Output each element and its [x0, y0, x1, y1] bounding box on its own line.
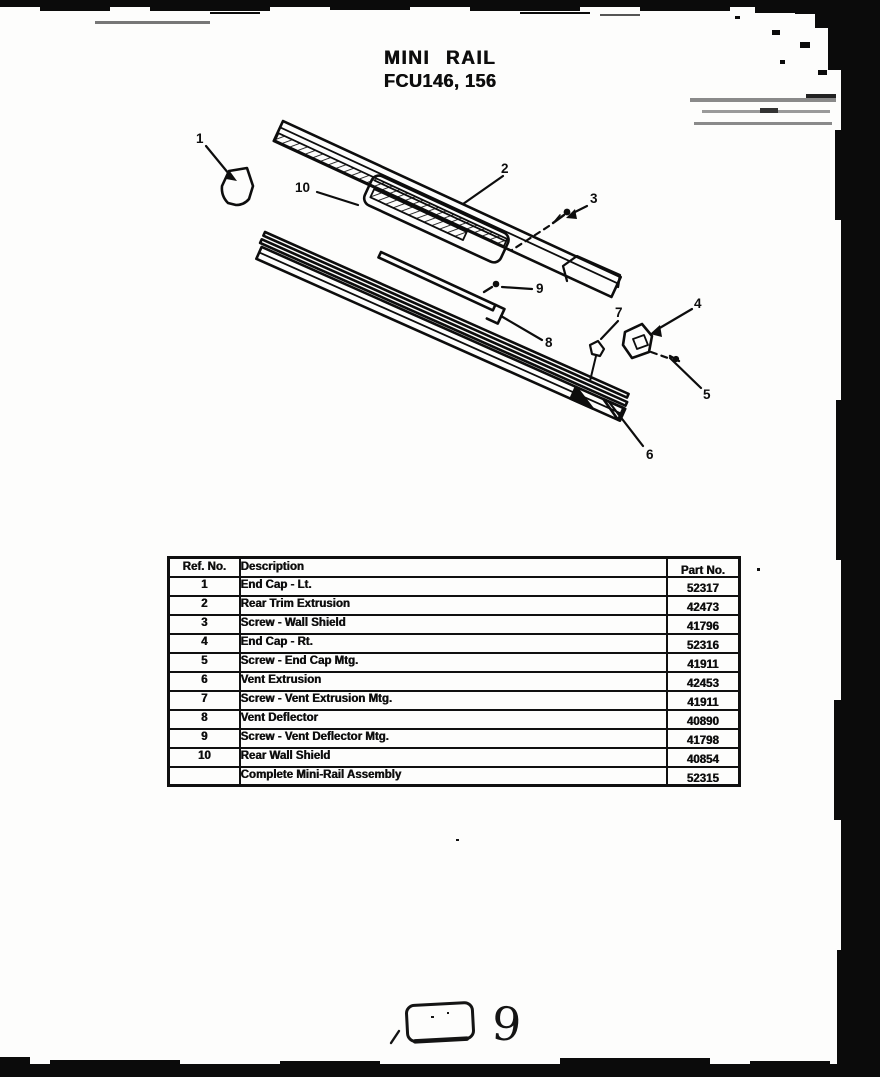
cell-description: Screw - Vent Extrusion Mtg.	[240, 691, 667, 710]
callout-2: 2	[501, 161, 509, 176]
scan-artifact-right-band	[690, 0, 880, 1077]
callout-3: 3	[590, 191, 598, 206]
cell-description: End Cap - Rt.	[240, 634, 667, 653]
parts-table-body	[169, 577, 740, 786]
table-row	[169, 672, 740, 691]
cell-ref-no	[169, 767, 240, 786]
table-row	[169, 691, 740, 710]
cell-ref-no: 6	[169, 672, 240, 691]
table-row	[169, 729, 740, 748]
callout-8: 8	[545, 335, 553, 350]
table-row	[169, 653, 740, 672]
callout-4: 4	[694, 296, 702, 311]
table-row	[169, 596, 740, 615]
cell-description: Screw - Vent Deflector Mtg.	[240, 729, 667, 748]
cell-part-no: 42473	[667, 596, 740, 615]
cell-description: Screw - Wall Shield	[240, 615, 667, 634]
callout-9: 9	[536, 281, 544, 296]
table-row	[169, 615, 740, 634]
cell-description: Rear Trim Extrusion	[240, 596, 667, 615]
parts-table	[167, 556, 741, 787]
cell-part-no: 40890	[667, 710, 740, 729]
table-row	[169, 710, 740, 729]
callout-10: 10	[295, 180, 311, 195]
cell-part-no: 52317	[667, 577, 740, 596]
end-cap-right-part	[623, 324, 652, 358]
vent-extrusion-part	[254, 232, 632, 421]
screw-icons	[484, 209, 679, 363]
callout-6: 6	[646, 447, 654, 462]
cell-part-no: 41798	[667, 729, 740, 748]
end-cap-left-part	[222, 168, 253, 205]
handwritten-page-number: 9	[490, 996, 524, 1052]
cell-ref-no: 1	[169, 577, 240, 596]
scan-artifact-top-band	[0, 0, 880, 24]
page-title: MINI RAIL	[383, 48, 497, 69]
cell-part-no: 42453	[667, 672, 740, 691]
screw-wall-shield-icon	[553, 209, 570, 223]
column-header-ref: Ref. No.	[169, 558, 240, 577]
scan-artifact-bottom-band	[0, 1057, 880, 1077]
table-header-row	[169, 558, 740, 577]
cell-description: Complete Mini-Rail Assembly	[240, 767, 667, 786]
cell-part-no: 41911	[667, 691, 740, 710]
stamp-outline	[391, 1002, 474, 1043]
screw-vent-deflector-icon	[484, 281, 499, 292]
cell-ref-no: 8	[169, 710, 240, 729]
callout-numbers	[196, 131, 711, 462]
cell-part-no: 40854	[667, 748, 740, 767]
table-row	[169, 634, 740, 653]
rear-trim-extrusion-part	[274, 121, 621, 297]
cell-ref-no: 3	[169, 615, 240, 634]
cell-ref-no: 4	[169, 634, 240, 653]
cell-description: Rear Wall Shield	[240, 748, 667, 767]
cell-part-no: 41796	[667, 615, 740, 634]
callout-5: 5	[703, 387, 711, 402]
cell-ref-no: 9	[169, 729, 240, 748]
cell-part-no: 41911	[667, 653, 740, 672]
cell-ref-no: 10	[169, 748, 240, 767]
mounting-bracket-part	[563, 256, 620, 381]
callout-7: 7	[615, 305, 623, 320]
cell-description: Screw - End Cap Mtg.	[240, 653, 667, 672]
column-header-part: Part No.	[667, 558, 740, 577]
column-header-desc: Description	[240, 558, 667, 577]
cell-ref-no: 5	[169, 653, 240, 672]
callout-1: 1	[196, 131, 204, 146]
cell-ref-no: 7	[169, 691, 240, 710]
cell-description: Vent Deflector	[240, 710, 667, 729]
cell-part-no: 52316	[667, 634, 740, 653]
table-row	[169, 767, 740, 786]
cell-description: Vent Extrusion	[240, 672, 667, 691]
cell-ref-no: 2	[169, 596, 240, 615]
cell-description: End Cap - Lt.	[240, 577, 667, 596]
model-numbers: FCU146, 156	[383, 71, 497, 91]
table-row	[169, 748, 740, 767]
table-row	[169, 577, 740, 596]
cell-part-no: 52315	[667, 767, 740, 786]
